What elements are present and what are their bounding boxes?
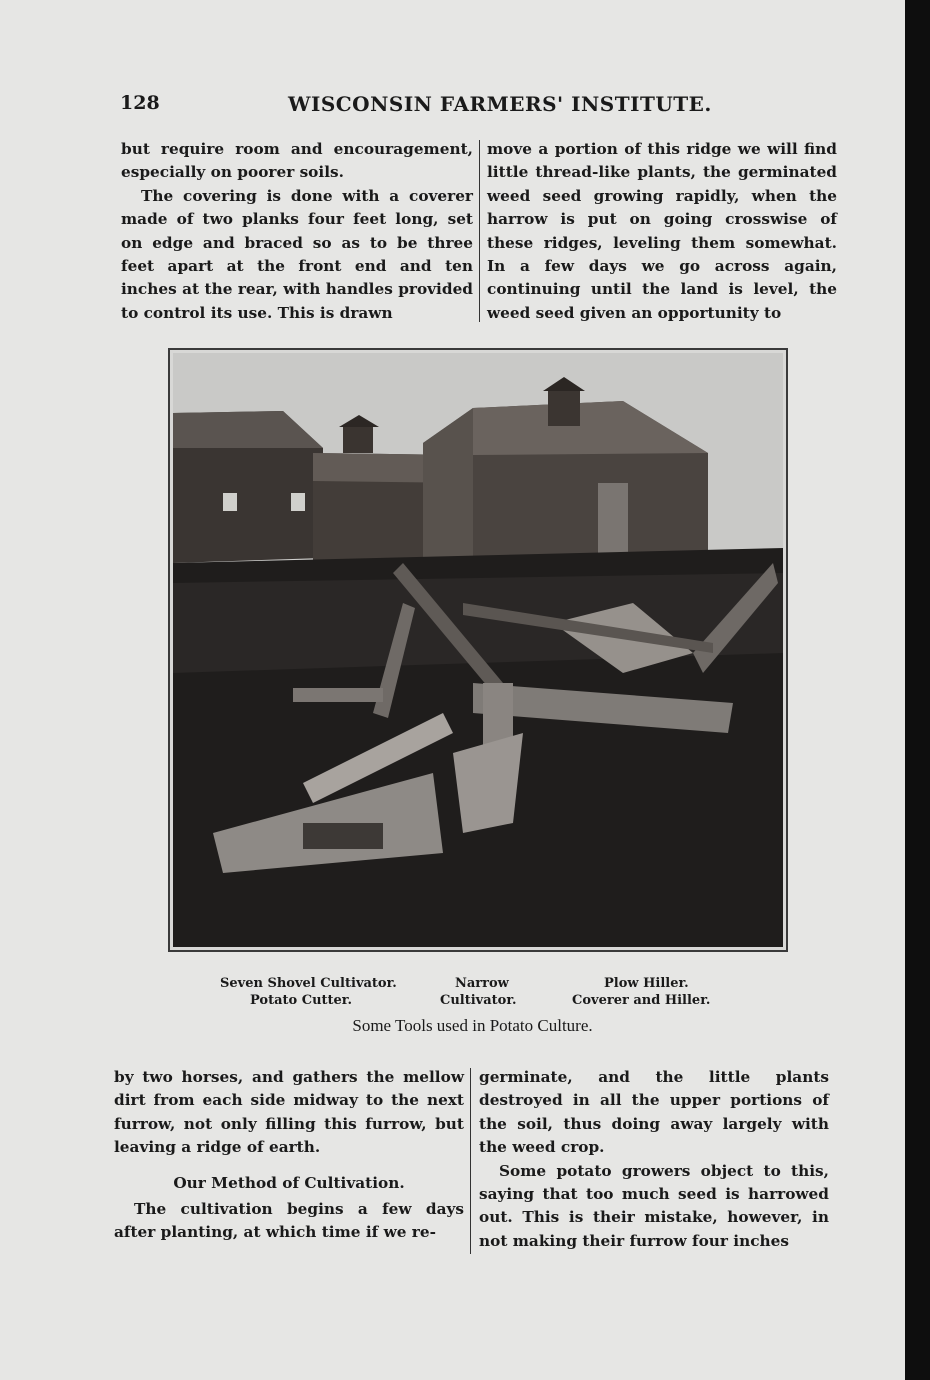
photograph-potato-tools: [168, 348, 788, 952]
section-heading: Our Method of Cultivation.: [173, 1173, 405, 1192]
paragraph: by two horses, and gathers the mellow dirt from each side midway to the next furrow, not only filling this furrow, but leaving a ridge of earth.: [114, 1068, 464, 1157]
caption-line: Seven Shovel Cultivator.: [220, 976, 397, 991]
bottom-right-column: [479, 1066, 829, 1253]
column-divider: [470, 1068, 471, 1254]
caption-line: Cultivator.: [440, 993, 517, 1008]
paragraph: germinate, and the little plants destroyed in all the upper portions of the soil, thus doing away largely with the weed crop.: [479, 1068, 829, 1157]
paragraph: Some potato growers object to this, saying that too much seed is harrowed out. This is their mistake, however, in not making their furrow four inches: [479, 1161, 829, 1250]
paragraph: but require room and encouragement, especially on poorer soils.: [121, 140, 473, 182]
paragraph: The covering is done with a coverer made of two planks four feet long, set on edge and braced so as to be three feet apart at the front end and ten inches at the rear, with handles provided to control its use. This is drawn: [121, 186, 473, 322]
column-divider: [479, 140, 480, 322]
page-number: 128: [120, 92, 160, 114]
bottom-left-column: [114, 1066, 464, 1245]
paragraph: move a portion of this ridge we will find little thread-like plants, the germinated weed seed growing rapidly, when the harrow is put on going crosswise of these ridges, leveling them somewhat. In a few days we go across again, continuing until the land is level, the weed seed given an opportunity to: [487, 140, 837, 322]
caption-line: Potato Cutter.: [250, 993, 352, 1008]
photo-illustration: [173, 353, 783, 947]
scan-edge: [905, 0, 930, 1380]
caption-line: Narrow: [455, 976, 509, 991]
caption-line: Plow Hiller.: [604, 976, 689, 991]
top-right-column: [487, 138, 837, 325]
caption-line: Coverer and Hiller.: [572, 993, 711, 1008]
paragraph: The cultivation begins a few days after planting, at which time if we re-: [114, 1200, 464, 1242]
page-header: [120, 92, 840, 122]
running-title: WISCONSIN FARMERS' INSTITUTE.: [288, 92, 712, 116]
top-left-column: [121, 138, 473, 325]
figure-title: Some Tools used in Potato Culture.: [352, 1016, 593, 1035]
